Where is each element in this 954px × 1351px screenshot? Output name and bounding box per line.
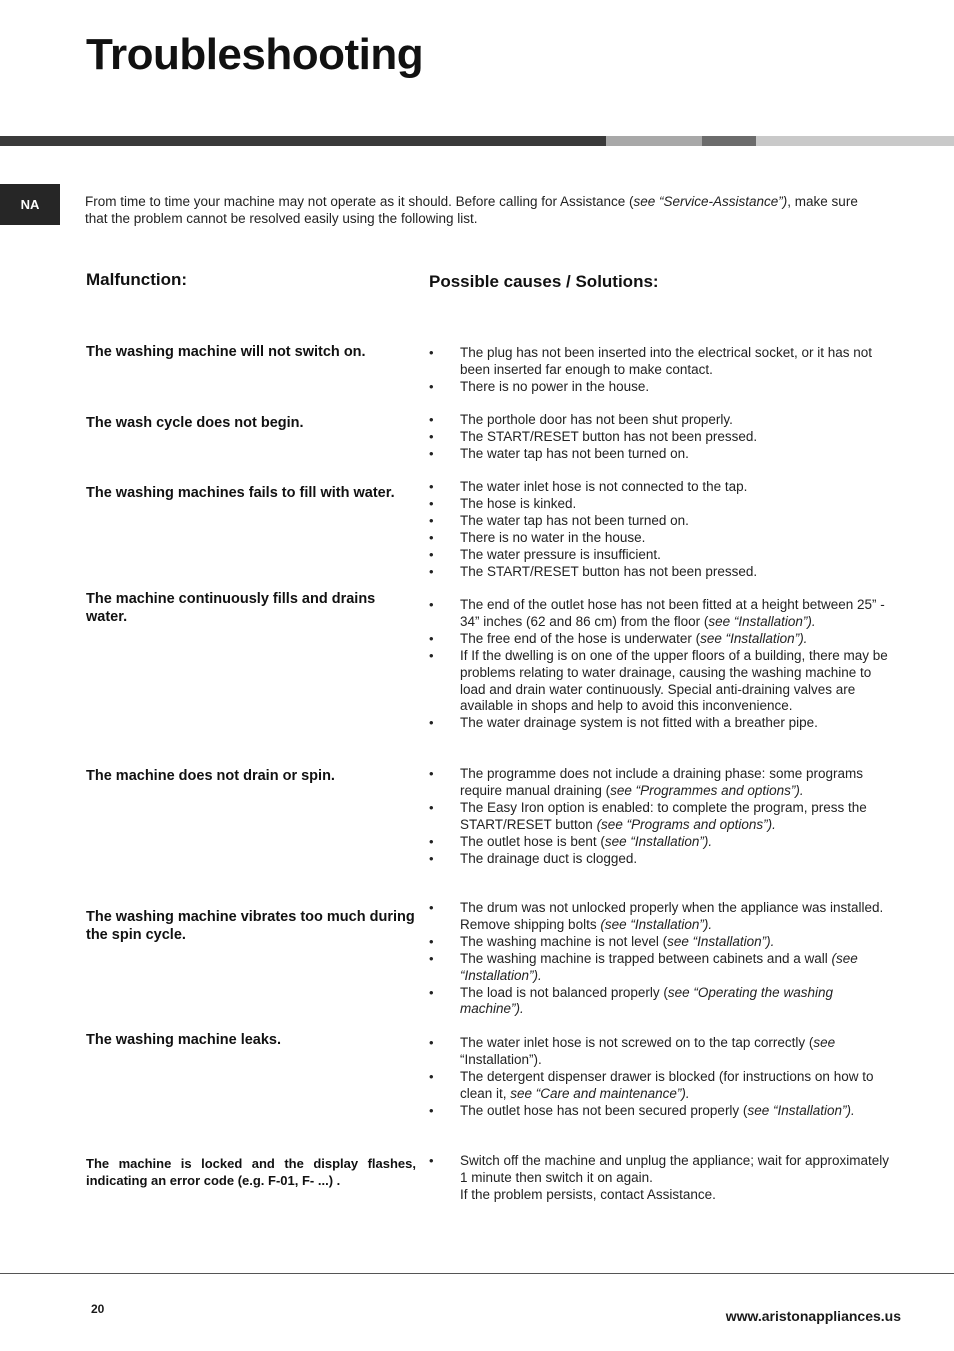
solution-list [429, 345, 891, 396]
malfunction-label: The machine does not drain or spin. [86, 768, 335, 784]
website-url: www.aristonappliances.us [725, 1308, 901, 1324]
solution-text-continued: “Installation”). [460, 1051, 542, 1067]
solution-list [429, 1153, 891, 1204]
solution-reference: (see “Installation”). [600, 916, 713, 932]
page-title: Troubleshooting [86, 30, 424, 79]
solution-item [429, 530, 891, 547]
solution-text: The START/RESET button has not been pressed. [460, 428, 758, 444]
solution-text: The porthole door has not been shut properly. [460, 412, 733, 427]
solution-text: The Easy Iron option is enabled: to complete the program, press the START/RESET button [460, 799, 867, 832]
solution-item [429, 479, 891, 496]
solution-text: The washing machine is trapped between cabinets and a wall [460, 950, 832, 966]
solution-list [429, 479, 891, 580]
solution-reference: see “Installation”). [700, 630, 808, 646]
malfunction-label: The washing machine leaks. [86, 1032, 282, 1048]
malfunction-header: Malfunction: [86, 270, 188, 289]
solution-text: The water tap has not been turned on. [460, 445, 689, 461]
malfunction-label: The washing machine will not switch on. [86, 344, 366, 360]
solution-text: The drainage duct is clogged. [460, 850, 638, 866]
solution-text: There is no water in the house. [460, 529, 646, 545]
solution-text: The washing machine is not level ( [460, 933, 668, 949]
solution-text: The water drainage system is not fitted with a breather pipe. [460, 715, 818, 731]
solution-text: The outlet hose has not been secured properly ( [460, 1102, 748, 1118]
malfunction-label: The wash cycle does not begin. [86, 415, 304, 431]
solution-item [429, 547, 891, 564]
solution-text: The free end of the hose is underwater ( [460, 630, 701, 646]
solution-reference: see “Installation”). [667, 933, 775, 949]
malfunction-label: The washing machines fails to fill with water. [86, 485, 395, 501]
header-rule-dark [0, 136, 606, 146]
solution-text: The hose is kinked. [460, 495, 577, 511]
solutions-header: Possible causes / Solutions: [429, 272, 659, 291]
solution-reference: see “Installation”). [604, 833, 713, 849]
solution-text-followup: If the problem persists, contact Assistance. [460, 1186, 716, 1202]
solution-text: The water inlet hose is not screwed on to the tap correctly ( [460, 1035, 814, 1050]
header-rule-mid [702, 136, 756, 146]
solution-item [429, 985, 891, 1019]
solution-reference: see “Operating the washing machine”). [460, 984, 833, 1017]
page-number: 20 [91, 1302, 105, 1316]
malfunction-label: The washing machine vibrates too much during the spin cycle. [86, 909, 415, 943]
solution-item [429, 513, 891, 530]
solution-item [429, 900, 891, 934]
solution-item [429, 496, 891, 513]
solution-item [429, 379, 891, 396]
solution-item [429, 1153, 891, 1204]
solution-text: The load is not balanced properly ( [460, 984, 668, 1000]
solution-item [429, 766, 891, 800]
solution-item [429, 951, 891, 985]
header-rule-light [606, 136, 702, 146]
solution-text: The water inlet hose is not connected to the tap. [460, 479, 748, 494]
solution-reference: see [813, 1035, 836, 1050]
solution-item [429, 1035, 891, 1069]
malfunction-label: The machine continuously fills and drains water. [86, 591, 376, 625]
solution-item [429, 834, 891, 851]
malfunction-label: The machine is locked and the display flashes, indicating an error code (e.g. F-01, F- ...) . [86, 1156, 416, 1188]
solution-reference: see “Installation”). [708, 613, 816, 629]
solution-item [429, 1103, 891, 1120]
solution-item [429, 446, 891, 463]
solution-item [429, 648, 891, 716]
intro-reference: see “Service-Assistance”) [633, 194, 788, 209]
footer-divider [0, 1273, 954, 1274]
solution-text: Switch off the machine and unplug the appliance; wait for approximately 1 minute then switch it on again. [460, 1153, 890, 1185]
solution-item [429, 631, 891, 648]
solution-text: The end of the outlet hose has not been fitted at a height between 25” - 34” inches (62 and 86 cm) from the floor ( [460, 597, 885, 629]
intro-text-before: From time to time your machine may not operate as it should. Before calling for Assistance ( [85, 194, 634, 209]
solution-item [429, 564, 891, 581]
solution-text: The detergent dispenser drawer is blocked (for instructions on how to clean it, [460, 1068, 874, 1101]
solution-text: The drum was not unlocked properly when the appliance was installed. Remove shipping bolts [460, 900, 884, 932]
solution-item [429, 851, 891, 868]
solution-item [429, 597, 891, 631]
solution-reference: (see “Installation”). [460, 950, 858, 983]
header-rule-pale [756, 136, 954, 146]
solution-item [429, 429, 891, 446]
intro-paragraph [85, 193, 875, 227]
solution-reference: see “Care and maintenance”). [510, 1085, 690, 1101]
solution-list [429, 900, 891, 1018]
solution-item [429, 1069, 891, 1103]
solution-text: The plug has not been inserted into the electrical socket, or it has not been inserted far enough to make contact. [460, 345, 872, 377]
solution-text: The water tap has not been turned on. [460, 512, 689, 528]
solution-list [429, 1035, 891, 1120]
solution-reference: see “Programmes and options”). [610, 782, 804, 798]
solution-text: The programme does not include a draining phase: some programs require manual draining ( [460, 766, 863, 798]
solution-list [429, 597, 891, 732]
solution-reference: see “Installation”). [747, 1102, 855, 1118]
solution-item [429, 715, 891, 732]
language-tab: NA [0, 184, 60, 225]
solution-reference: (see “Programs and options”). [596, 816, 776, 832]
solution-item [429, 345, 891, 379]
solution-item [429, 934, 891, 951]
solution-list [429, 412, 891, 463]
intro-text-after: , make sure that the problem cannot be resolved easily using the following list. [85, 194, 858, 226]
solution-text: If If the dwelling is on one of the upper floors of a building, there may be problems relating to water drainage, causing the washing machine to load and drain water continuously. Special anti-draining valves are available in shops and help to avoid this inconvenience. [460, 647, 888, 714]
solution-item [429, 800, 891, 834]
solution-text: The outlet hose is bent ( [460, 833, 605, 849]
solution-text: There is no power in the house. [460, 378, 650, 394]
solution-list [429, 766, 891, 867]
solution-text: The water pressure is insufficient. [460, 546, 661, 562]
solution-item [429, 412, 891, 429]
solution-text: The START/RESET button has not been pressed. [460, 563, 758, 579]
